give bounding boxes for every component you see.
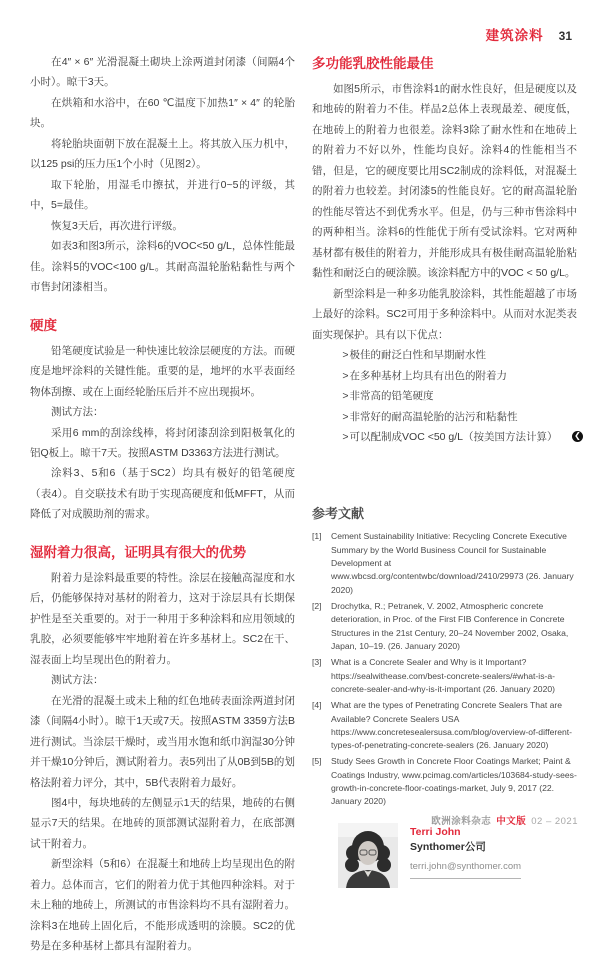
paragraph: 在4″ × 6″ 光滑混凝土砌块上涂两道封闭漆（间隔4个小时）。晾干3天。 [30, 56, 295, 89]
author-company: Synthomer公司 [410, 841, 486, 854]
paragraph: 采用6 mm的刮涂线棒，将封闭漆刮涂到阳极氧化的铝Q板上。晾干7天。按照ASTM D3363方法进行测试。 [30, 426, 295, 459]
reference-item [312, 530, 577, 597]
chevron-marker: > [342, 390, 349, 403]
paragraph: 恢复3天后，再次进行评级。 [51, 219, 183, 232]
paragraph: 铅笔硬度试验是一种快速比较涂层硬度的方法。而硬度是地坪涂料的关键性能。重要的是，地坪的水平表面经物体刮擦、或在上面经轮胎压后并不应出现损坏。 [30, 344, 295, 398]
paragraph: 将轮胎块面朝下放在混凝土上。将其放入压力机中，以125 psi的压力压1个小时（见图2）。 [30, 137, 295, 171]
page-header [486, 24, 572, 44]
paragraph: 附着力是涂料最重要的特性。涂层在接触高湿度和水后，仍能够保持对基材的附着力，这对于涂层具有长期保护性是至关重要的。对于一种用于多种涂料和应用领域的乳胶，必须要能够牢牢地附着在许多基材上。SC2在干、湿表面上均呈现出色的附着力。 [30, 571, 295, 666]
issue-number: 02 – 2021 [531, 816, 578, 827]
paragraph: 取下轮胎，用湿毛巾擦拭，并进行0~5的评级，其中，5=最佳。 [30, 178, 295, 212]
paragraph: 在光滑的混凝土或未上釉的红色地砖表面涂两道封闭漆（间隔4小时）。晾干1天或7天。按照ASTM 3359方法B进行测试。当涂层干燥时，或当用水饱和纸巾润湿30分钟并干燥10分钟后，测试附着力。表5列出了从0B到5B的划格法附着力评分，其中，5B代表附着力最好。 [30, 694, 295, 789]
reference-text: Study Sees Growth in Concrete Floor Coatings Market; Paint & Coatings Industry, www.pcimag.com/articles/103684-study-sees-growth-in-concrete-floor-coatings-market, July 9, 2017 (22. January 2020) [331, 756, 577, 807]
references-heading: 参考文献 [312, 506, 365, 522]
end-of-article-icon: ❮ [572, 431, 583, 442]
list-item [342, 386, 577, 406]
paragraph: 测试方法： [51, 674, 104, 687]
section-label: 建筑涂料 [485, 28, 544, 43]
paragraph: 图4中，每块地砖的左侧显示1天的结果，地砖的右侧显示7天的结果。在地砖的顶部测试湿附着力，在底部测试干附着力。 [30, 797, 295, 850]
chevron-marker: > [342, 369, 349, 382]
chevron-marker: > [342, 349, 349, 362]
advantage-text: 非常高的铅笔硬度 [349, 390, 434, 403]
chevron-marker: > [342, 410, 349, 423]
reference-text: Drochytka, R.; Petranek, V. 2002, Atmospheric concrete deterioration, in Proc. of the First FIB Conference in Concrete Structures in the 21st Century, 20–24 November 2002, Osaka, Japan, 10–19. (26. January 2020) [331, 601, 569, 651]
list-item [342, 345, 577, 365]
reference-item [312, 600, 577, 653]
journal-name: 欧洲涂料杂志 [431, 816, 492, 827]
advantage-text: 在多种基材上均具有出色的附着力 [349, 369, 508, 382]
reference-item [312, 755, 577, 808]
author-name: Terri John [410, 825, 461, 838]
paragraph: 如图5所示，市售涂料1的耐水性良好，但是硬度以及和地砖的附着力不佳。样品2总体上表现最差、硬度低，在地砖上的附着力也很差。涂料3除了耐水性和在地砖上的附着力不好以外，性能均良好。涂料4的性能相当不错，但是，它的硬度要比用SC2制成的涂料低，对混凝土的附着力也较差。封闭漆5的性能良好。它的耐高温轮胎的性能尽管达不到优秀水平。但是，仍与三种市售涂料中的两种相当。涂料6的性能优于所有受试涂料。它对两种基材都有极佳的附着力，并能形成具有极佳耐高温轮胎粘黏性和耐泛白的硬涂膜。该涂料配方中的VOC < 50 g/L。 [312, 83, 577, 280]
advantage-text: 可以配制成VOC <50 g/L（按美国方法计算） [349, 430, 558, 443]
list-item [342, 427, 581, 447]
paragraph: 涂料3、5和6（基于SC2）均具有极好的铅笔硬度（表4）。自交联技术有助于实现高硬度和低MFFT，从而降低了对成膜助剂的需求。 [30, 467, 295, 521]
references-section [312, 503, 577, 808]
reference-label: [3] [312, 657, 322, 668]
paragraph: 如表3和图3所示，涂料6的VOC<50 g/L，总体性能最佳。涂料5的VOC<100 g/L。其耐高温轮胎粘黏性与两个市售封闭漆相当。 [30, 240, 295, 294]
reference-label: [2] [312, 601, 322, 611]
reference-text: What is a Concrete Sealer and Why is it Important? https://sealwithease.com/best-concrete-sealers/#what-is-a-concrete-sealer-and-why-is-it-important (26. January 2020) [331, 657, 556, 694]
author-email-link[interactable]: terri.john@synthomer.com [410, 859, 521, 879]
author-block [312, 823, 577, 888]
reference-label: [4] [312, 700, 322, 711]
advantage-text: 非常好的耐高温轮胎的沾污和粘黏性 [349, 410, 518, 423]
paragraph: 新型涂料（5和6）在混凝土和地砖上均呈现出色的附着力。总体而言，它们的附着力优于其他四种涂料。对于未上釉的地砖上，所测试的市售涂料均不具有湿附着力。涂料3在地砖上固化后，不能形成透明的涂膜。SC2的优势是在多种基材上都具有湿附着力。 [30, 858, 295, 953]
section-heading-hardness: 硬度 [30, 317, 57, 333]
paragraph: 在烘箱和水浴中，在60 ℃温度下加热1″ × 4″ 的轮胎块。 [30, 96, 295, 130]
section-heading-multifunctional: 多功能乳胶性能最佳 [312, 56, 434, 71]
list-item [342, 407, 577, 427]
list-item [342, 366, 577, 386]
edition-label: 中文版 [496, 816, 527, 827]
page-footer [431, 813, 578, 827]
section-heading-wet-adhesion: 湿附着力很高，证明具有很大的优势 [30, 544, 246, 560]
advantage-text: 极佳的耐泛白性和早期耐水性 [349, 349, 487, 362]
reference-text: What are the types of Penetrating Concrete Sealers That are Available? Concrete Sealers USA https://www.concretesealersusa.com/blog/overview-of-different-types-of-penetrating-concrete-sealers (26. January 2020) [331, 700, 573, 751]
left-column [30, 52, 295, 957]
paragraph: 新型涂料是一种多功能乳胶涂料，其性能超越了市场上最好的涂料。SC2可用于多种涂料中。从而对水泥类表面实现保护。具有以下优点： [312, 287, 577, 341]
page-number: 31 [558, 29, 572, 43]
chevron-marker: > [342, 430, 349, 443]
author-info [410, 823, 521, 888]
advantages-list [312, 345, 581, 447]
reference-item [312, 699, 577, 752]
reference-label: [1] [312, 531, 322, 542]
author-photo [338, 823, 398, 888]
reference-label: [5] [312, 756, 322, 767]
paragraph: 测试方法： [51, 406, 104, 419]
reference-text: Cement Sustainability Initiative: Recycling Concrete Executive Summary by the World Business Council for Sustainable Development at www.wbcsd.org/contentwbc/download/2410/29973 (26. January 2020) [331, 531, 574, 595]
reference-item [312, 656, 577, 696]
